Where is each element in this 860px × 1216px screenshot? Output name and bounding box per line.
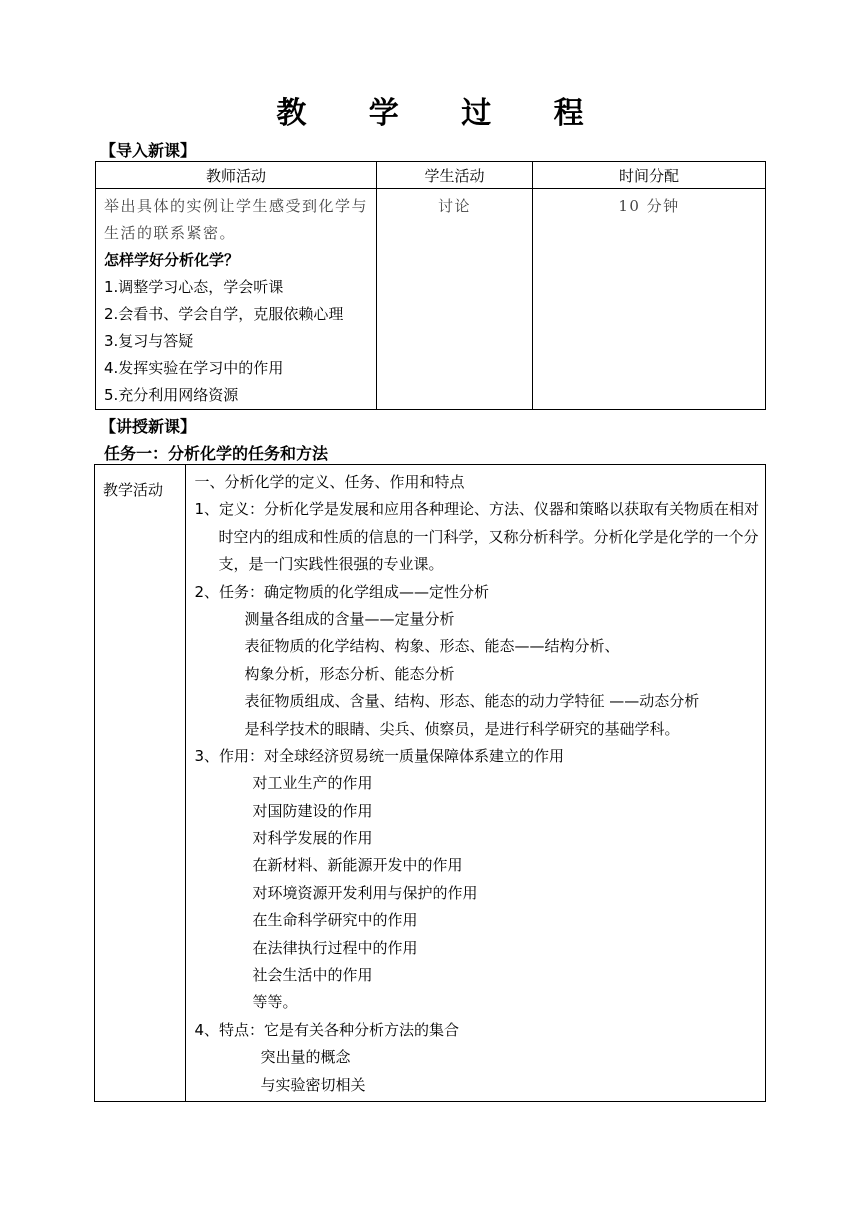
section-lecture-heading: 【讲授新课】 — [100, 417, 197, 436]
student-activity-text: 讨论 — [438, 197, 472, 215]
task-title: 任务一：分析化学的任务和方法 — [104, 444, 329, 463]
time-allocation-text: 10 分钟 — [618, 197, 680, 215]
content-line: 表征物质的化学结构、构象、形态、能态——结构分析、 — [244, 637, 620, 656]
content-line: 在新材料、新能源开发中的作用 — [252, 856, 463, 875]
page-title: 教 学 过 程 — [276, 96, 610, 131]
content-line: 等等。 — [252, 993, 298, 1012]
teacher-point: 3.复习与答疑 — [104, 332, 194, 350]
content-line: 与实验密切相关 — [260, 1075, 366, 1094]
teacher-question: 怎样学好分析化学？ — [104, 251, 240, 269]
content-line: 一、分析化学的定义、任务、作用和特点 — [194, 473, 465, 491]
content-line: 4、特点：它是有关各种分析方法的集合 — [194, 1020, 459, 1039]
intro-table-row — [96, 189, 766, 410]
content-line: 1、定义：分析化学是发展和应用各种理论、方法、仪器和策略以获取有关物质在相对 — [194, 500, 759, 519]
intro-table-header-row — [96, 162, 766, 189]
content-line: 对科学发展的作用 — [252, 829, 373, 848]
header-time-allocation: 时间分配 — [533, 162, 766, 189]
content-line: 在生命科学研究中的作用 — [252, 911, 418, 930]
header-student-activity: 学生活动 — [377, 162, 533, 189]
content-line: 对环境资源开发利用与保护的作用 — [252, 883, 478, 902]
content-line: 是科学技术的眼睛、尖兵、侦察员，是进行科学研究的基础学科。 — [244, 719, 680, 738]
time-allocation-cell — [533, 189, 766, 410]
content-line: 对国防建设的作用 — [252, 801, 373, 820]
header-teacher-activity: 教师活动 — [96, 162, 377, 189]
content-line: 2、任务：确定物质的化学组成——定性分析 — [194, 582, 489, 601]
teacher-intro-line: 生活的联系紧密。 — [104, 224, 237, 242]
section-intro-heading: 【导入新课】 — [100, 141, 197, 160]
teacher-point: 2.会看书、学会自学，克服依赖心理 — [104, 305, 344, 323]
teacher-point: 1.调整学习心态，学会听课 — [104, 278, 284, 296]
lecture-table-row — [95, 465, 766, 1102]
content-line: 支，是一门实践性很强的专业课。 — [218, 555, 444, 574]
content-line: 对工业生产的作用 — [252, 774, 373, 793]
teacher-point: 4.发挥实验在学习中的作用 — [104, 359, 284, 377]
content-line: 3、作用：对全球经济贸易统一质量保障体系建立的作用 — [194, 746, 564, 765]
lecture-table — [94, 464, 766, 1102]
teacher-intro-line: 举出具体的实例让学生感受到化学与 — [104, 197, 369, 215]
content-line: 表征物质组成、含量、结构、形态、能态的动力学特征 ——动态分析 — [244, 692, 700, 711]
teaching-activity-label: 教学活动 — [95, 465, 186, 1102]
content-line: 构象分析，形态分析、能态分析 — [244, 664, 455, 683]
content-line: 测量各组成的含量——定量分析 — [244, 609, 455, 628]
content-line: 时空内的组成和性质的信息的一门科学，又称分析科学。分析化学是化学的一个分 — [218, 527, 759, 546]
teacher-point: 5.充分利用网络资源 — [104, 386, 239, 404]
content-line: 社会生活中的作用 — [252, 966, 373, 985]
student-activity-cell — [377, 189, 533, 410]
content-line: 突出量的概念 — [260, 1048, 351, 1067]
intro-table — [95, 161, 766, 410]
teaching-activity-content — [186, 465, 766, 1102]
content-line: 在法律执行过程中的作用 — [252, 938, 418, 957]
teacher-activity-cell — [96, 189, 377, 410]
